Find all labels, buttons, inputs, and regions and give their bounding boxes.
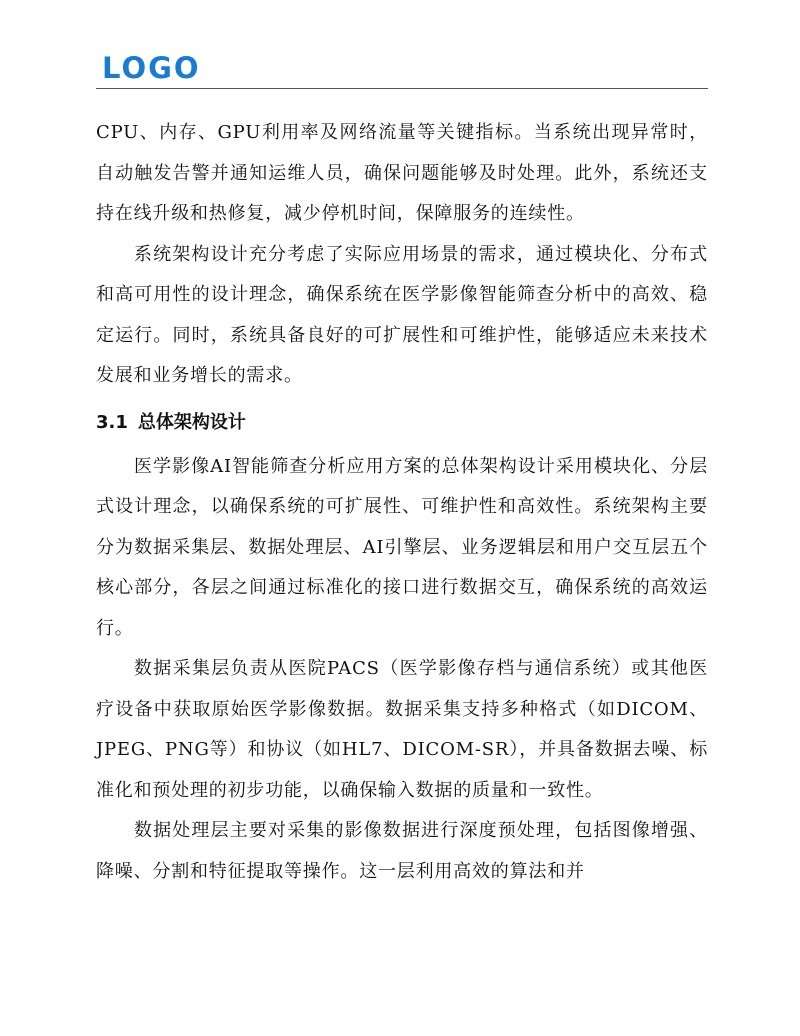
page-header xyxy=(96,50,708,89)
paragraph-overall-architecture: 医学影像AI智能筛查分析应用方案的总体架构设计采用模块化、分层式设计理念，以确保系统的可扩展性、可维护性和高效性。系统架构主要分为数据采集层、数据处理层、AI引擎层、业务逻辑层和用户交互层五个核心部分，各层之间通过标准化的接口进行数据交互，确保系统的高效运行。 xyxy=(96,455,708,639)
paragraph-continuation: CPU、内存、GPU利用率及网络流量等关键指标。当系统出现异常时，自动触发告警并通知运维人员，确保问题能够及时处理。此外，系统还支持在线升级和热修复，减少停机时间，保障服务的连续性。 xyxy=(96,122,708,224)
section-title: 总体架构设计 xyxy=(137,411,246,433)
document-body xyxy=(96,113,708,892)
paragraph-data-processing-layer: 数据处理层主要对采集的影像数据进行深度预处理，包括图像增强、降噪、分割和特征提取等操作。这一层利用高效的算法和并 xyxy=(96,820,708,882)
paragraph-data-acquisition-layer: 数据采集层负责从医院PACS（医学影像存档与通信系统）或其他医疗设备中获取原始医学影像数据。数据采集支持多种格式（如DICOM、JPEG、PNG等）和协议（如HL7、DICOM-SR），并具备数据去噪、标准化和预处理的初步功能，以确保输入数据的质量和一致性。 xyxy=(96,658,708,801)
logo: LOGO xyxy=(102,51,201,85)
section-heading xyxy=(96,403,708,443)
section-number: 3.1 xyxy=(96,411,128,433)
paragraph-architecture-summary: 系统架构设计充分考虑了实际应用场景的需求，通过模块化、分布式和高可用性的设计理念，确保系统在医学影像智能筛查分析中的高效、稳定运行。同时，系统具备良好的可扩展性和可维护性，能够适应未来技术发展和业务增长的需求。 xyxy=(96,243,708,386)
